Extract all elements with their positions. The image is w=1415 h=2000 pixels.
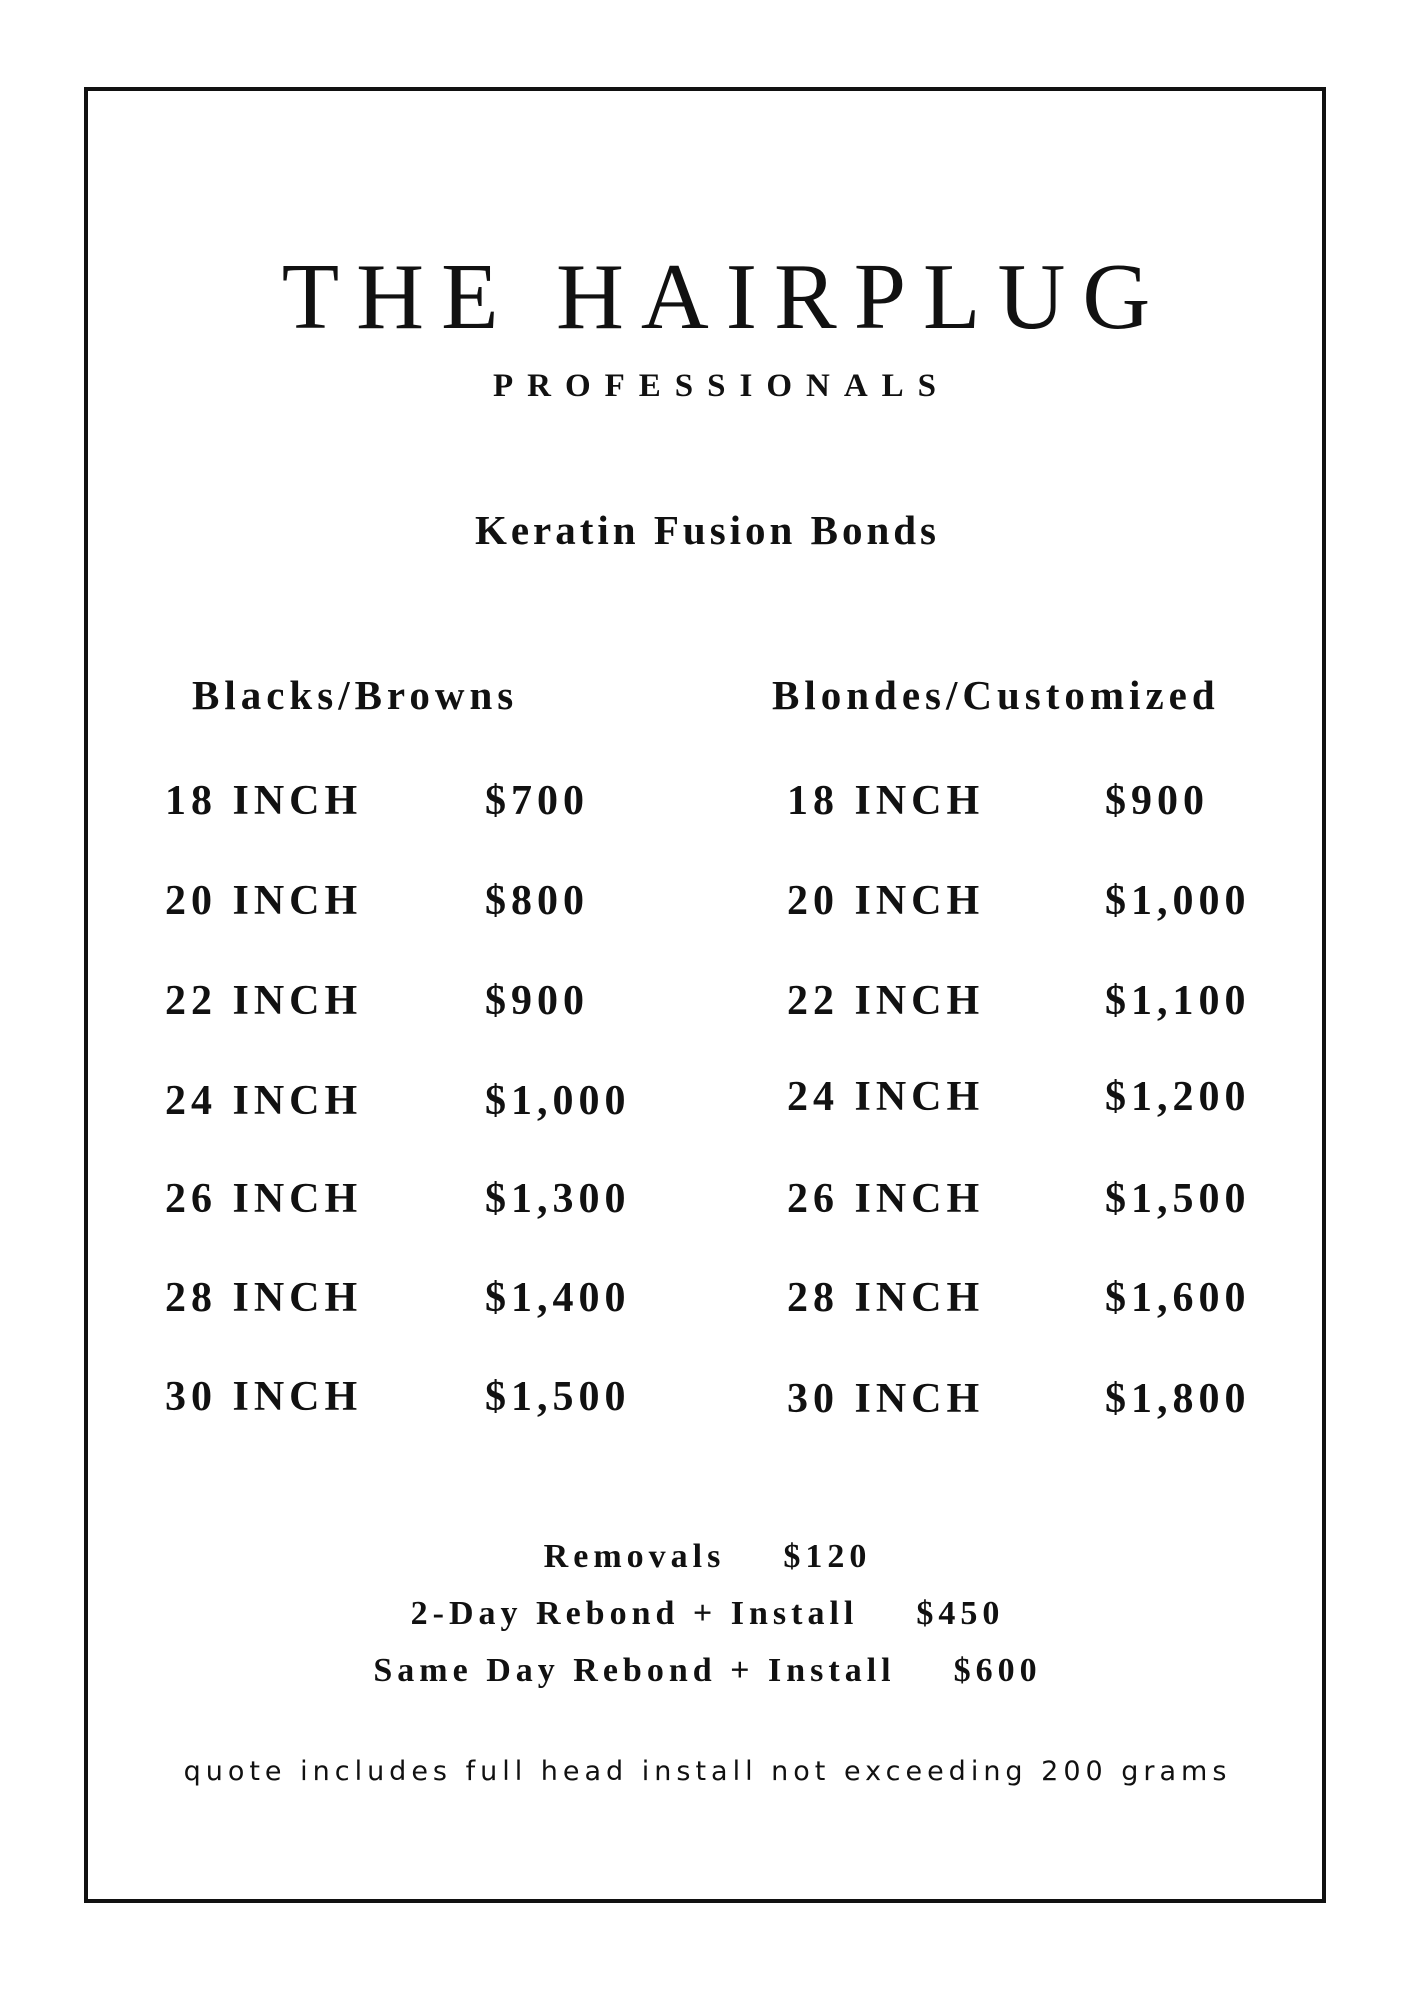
price-value: $1,500 [1105, 1176, 1251, 1222]
price-value: $1,000 [485, 1078, 631, 1124]
length-label: 24 INCH [787, 1074, 985, 1120]
column-heading-blacks-browns: Blacks/Browns [192, 672, 519, 718]
length-label: 22 INCH [787, 978, 985, 1024]
price-value: $1,000 [1105, 878, 1251, 924]
length-label: 20 INCH [787, 878, 985, 924]
service-label: Removals [543, 1538, 726, 1575]
service-label: Same Day Rebond + Install [373, 1652, 896, 1689]
price-value: $1,400 [485, 1275, 631, 1321]
price-value: $1,100 [1105, 978, 1251, 1024]
service-price: $600 [953, 1652, 1042, 1689]
length-label: 18 INCH [787, 778, 985, 824]
length-label: 28 INCH [165, 1275, 363, 1321]
price-value: $900 [485, 978, 589, 1024]
price-value: $900 [1105, 778, 1209, 824]
price-value: $1,800 [1105, 1376, 1251, 1422]
price-value: $1,200 [1105, 1074, 1251, 1120]
column-heading-blondes-customized: Blondes/Customized [772, 672, 1220, 718]
length-label: 18 INCH [165, 778, 363, 824]
price-value: $800 [485, 878, 589, 924]
price-value: $1,500 [485, 1374, 631, 1420]
price-value: $700 [485, 778, 589, 824]
extra-service-same-day-rebond [0, 1654, 1415, 1688]
extra-service-2-day-rebond [0, 1597, 1415, 1631]
service-price: $450 [916, 1595, 1005, 1632]
brand-subtitle: PROFESSIONALS [492, 368, 951, 404]
length-label: 26 INCH [787, 1176, 985, 1222]
length-label: 24 INCH [165, 1078, 363, 1124]
length-label: 22 INCH [165, 978, 363, 1024]
length-label: 30 INCH [787, 1376, 985, 1422]
service-label: 2-Day Rebond + Install [410, 1595, 859, 1632]
price-value: $1,300 [485, 1176, 631, 1222]
extra-service-removals [0, 1540, 1415, 1574]
price-value: $1,600 [1105, 1275, 1251, 1321]
section-heading: Keratin Fusion Bonds [474, 507, 941, 553]
brand-title: THE HAIRPLUG [281, 245, 1168, 349]
quote-footnote: quote includes full head install not exceeding 200 grams [183, 1756, 1232, 1787]
length-label: 20 INCH [165, 878, 363, 924]
length-label: 26 INCH [165, 1176, 363, 1222]
length-label: 28 INCH [787, 1275, 985, 1321]
length-label: 30 INCH [165, 1374, 363, 1420]
service-price: $120 [783, 1538, 872, 1575]
